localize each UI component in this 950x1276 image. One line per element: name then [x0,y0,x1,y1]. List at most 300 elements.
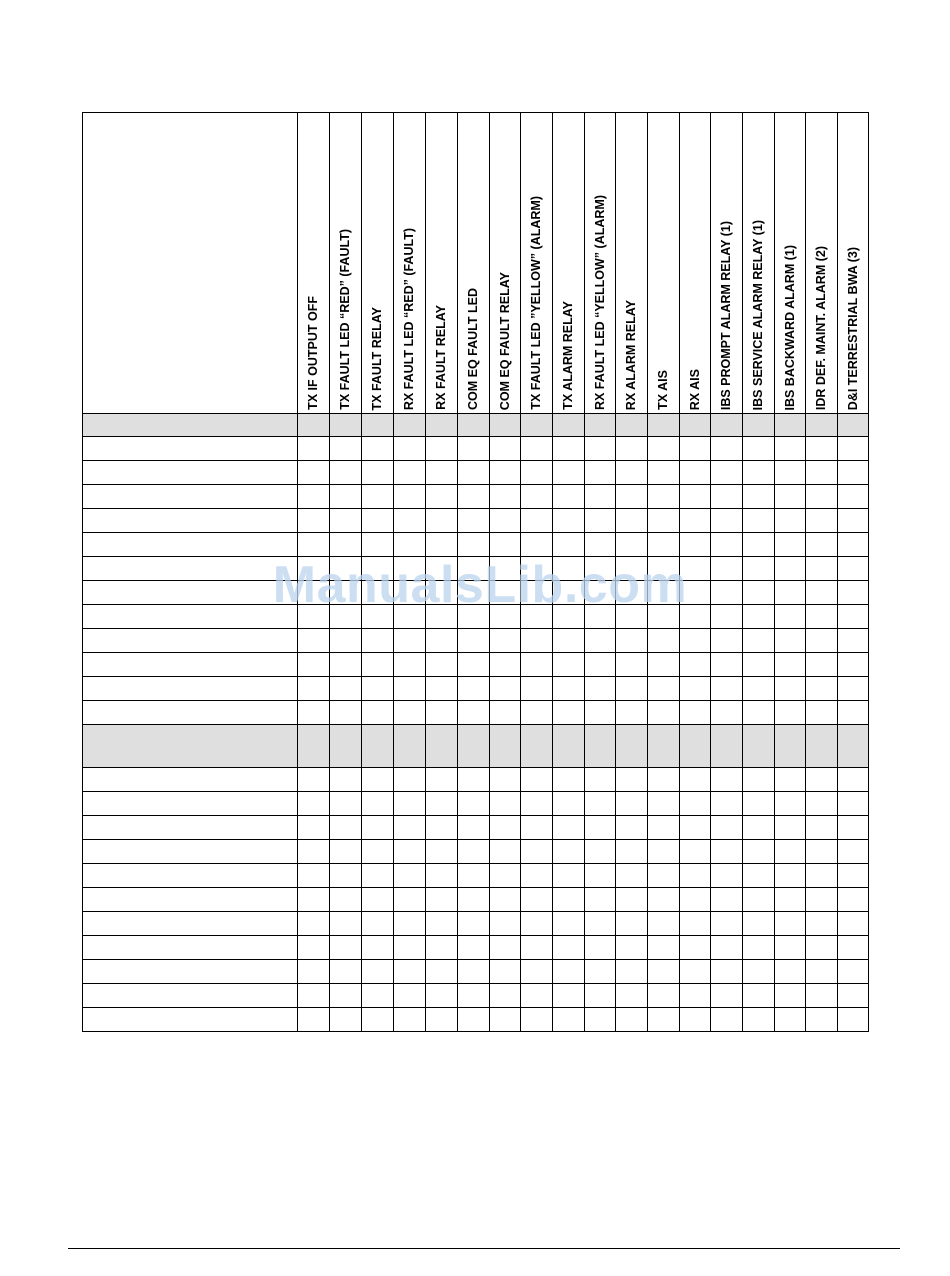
section-cell [426,414,458,437]
table-cell [394,701,426,725]
section-cell [490,725,521,768]
header-corner-cell [83,113,298,414]
table-cell [743,557,775,581]
section-cell [838,414,869,437]
table-cell [490,533,521,557]
table-cell [775,437,806,461]
column-header-label: TX FAULT LED “RED” (FAULT) [338,229,353,410]
table-cell [553,701,585,725]
table-cell [680,1008,711,1032]
table-cell [806,677,838,701]
row-label-cell [83,533,298,557]
row-label-cell [83,437,298,461]
table-cell [521,816,553,840]
table-cell [616,533,648,557]
table-cell [775,605,806,629]
table-row [83,816,869,840]
table-cell [585,888,616,912]
table-cell [298,984,330,1008]
table-cell [298,936,330,960]
table-cell [775,461,806,485]
section-cell [553,414,585,437]
row-label-cell [83,768,298,792]
table-cell [330,533,362,557]
table-cell [394,936,426,960]
table-cell [838,984,869,1008]
table-cell [616,701,648,725]
table-cell [330,701,362,725]
table-cell [616,677,648,701]
table-cell [330,984,362,1008]
table-cell [458,485,490,509]
table-cell [711,768,743,792]
table-cell [330,864,362,888]
column-header-label: TX FAULT RELAY [370,306,385,410]
table-cell [330,936,362,960]
row-label-cell [83,840,298,864]
table-cell [743,984,775,1008]
table-cell [458,960,490,984]
table-cell [426,509,458,533]
column-header-label: RX FAULT RELAY [434,305,449,410]
table-cell [616,936,648,960]
table-cell [298,653,330,677]
section-cell [838,725,869,768]
table-cell [775,960,806,984]
column-header-label: RX FAULT LED “RED” (FAULT) [402,227,417,410]
table-cell [775,840,806,864]
table-cell [775,677,806,701]
table-cell [743,509,775,533]
table-cell [426,912,458,936]
table-cell [648,864,680,888]
column-header [394,113,426,414]
table-cell [490,509,521,533]
table-cell [521,509,553,533]
table-cell [426,629,458,653]
table-cell [553,437,585,461]
column-header-label: RX ALARM RELAY [624,299,639,410]
row-label-cell [83,816,298,840]
table-cell [362,936,394,960]
section-cell [743,414,775,437]
table-cell [521,629,553,653]
table-cell [585,461,616,485]
table-cell [553,629,585,653]
table-cell [775,792,806,816]
column-header [711,113,743,414]
table-cell [298,677,330,701]
table-cell [490,1008,521,1032]
section-band-row [83,414,869,437]
table-cell [330,461,362,485]
table-cell [426,677,458,701]
table-cell [426,864,458,888]
table-cell [838,461,869,485]
column-header [330,113,362,414]
table-cell [775,701,806,725]
table-cell [585,864,616,888]
table-cell [743,461,775,485]
table-cell [362,984,394,1008]
section-cell [616,725,648,768]
row-label-cell [83,461,298,485]
table-cell [426,485,458,509]
table-cell [806,888,838,912]
table-cell [711,888,743,912]
table-cell [838,936,869,960]
table-row [83,960,869,984]
table-cell [711,437,743,461]
table-cell [394,581,426,605]
table-cell [680,936,711,960]
table-cell [838,485,869,509]
table-cell [680,677,711,701]
table-cell [743,864,775,888]
table-cell [553,912,585,936]
section-cell [616,414,648,437]
column-header [585,113,616,414]
table-cell [394,840,426,864]
table-cell [806,984,838,1008]
table-cell [838,557,869,581]
table-row [83,509,869,533]
column-header [553,113,585,414]
column-header [521,113,553,414]
table-cell [490,701,521,725]
table-cell [394,816,426,840]
table-cell [648,816,680,840]
table-cell [743,653,775,677]
table-cell [648,509,680,533]
table-cell [362,701,394,725]
table-cell [648,912,680,936]
table-cell [298,1008,330,1032]
table-cell [330,816,362,840]
table-cell [553,768,585,792]
table-cell [458,533,490,557]
table-cell [648,960,680,984]
table-row [83,461,869,485]
table-cell [711,461,743,485]
table-cell [838,533,869,557]
table-cell [711,701,743,725]
header-row [83,113,869,414]
table-cell [680,557,711,581]
table-cell [458,792,490,816]
table-cell [426,701,458,725]
table-cell [521,701,553,725]
table-cell [775,768,806,792]
table-cell [426,936,458,960]
table-row [83,888,869,912]
column-header-label: RX FAULT LED “YELLOW” (ALARM) [592,194,607,410]
table-row [83,437,869,461]
table-cell [743,581,775,605]
table-cell [521,605,553,629]
table-cell [394,768,426,792]
table-cell [394,605,426,629]
table-cell [458,984,490,1008]
table-cell [298,485,330,509]
table-cell [553,1008,585,1032]
table-cell [838,840,869,864]
table-cell [585,605,616,629]
table-cell [330,792,362,816]
table-cell [458,768,490,792]
table-cell [648,485,680,509]
table-cell [711,1008,743,1032]
column-header-label: RX AIS [687,368,702,410]
table-cell [711,485,743,509]
section-cell [490,414,521,437]
column-header [775,113,806,414]
table-cell [806,864,838,888]
table-cell [711,509,743,533]
table-cell [362,816,394,840]
table-cell [648,581,680,605]
table-cell [521,533,553,557]
table-cell [743,840,775,864]
table-cell [426,581,458,605]
table-row [83,864,869,888]
table-cell [775,1008,806,1032]
table-cell [490,912,521,936]
table-cell [426,888,458,912]
table-cell [394,557,426,581]
table-cell [490,629,521,653]
section-cell [775,725,806,768]
table-row [83,653,869,677]
section-cell [711,725,743,768]
table-cell [521,653,553,677]
section-label-cell [83,725,298,768]
table-cell [521,864,553,888]
table-cell [616,581,648,605]
table-cell [458,936,490,960]
table-cell [394,509,426,533]
table-cell [426,768,458,792]
table-cell [490,984,521,1008]
table-cell [680,701,711,725]
table-cell [362,864,394,888]
table-cell [553,960,585,984]
table-cell [521,768,553,792]
table-cell [648,437,680,461]
table-cell [521,437,553,461]
table-cell [680,984,711,1008]
section-cell [775,414,806,437]
table-cell [362,605,394,629]
column-header-label: TX IF OUTPUT OFF [306,296,321,410]
table-row [83,840,869,864]
table-cell [394,437,426,461]
table-row [83,485,869,509]
table-cell [711,605,743,629]
table-cell [490,960,521,984]
table-cell [585,677,616,701]
table-cell [585,936,616,960]
row-label-cell [83,888,298,912]
table-cell [838,912,869,936]
table-cell [806,936,838,960]
table-cell [553,485,585,509]
table-cell [458,701,490,725]
table-row [83,984,869,1008]
row-label-cell [83,605,298,629]
table-body [83,414,869,1032]
table-cell [330,629,362,653]
section-cell [298,414,330,437]
table-cell [521,557,553,581]
watermark: ManualsLib.com [272,556,688,614]
table-cell [490,461,521,485]
table-cell [553,677,585,701]
table-cell [553,653,585,677]
table-cell [711,840,743,864]
section-cell [330,414,362,437]
table-cell [458,437,490,461]
table-cell [648,701,680,725]
table-row [83,792,869,816]
table-cell [838,864,869,888]
section-cell [648,725,680,768]
table-cell [330,581,362,605]
table-cell [362,792,394,816]
table-cell [838,888,869,912]
table-cell [490,816,521,840]
table-cell [806,485,838,509]
table-cell [806,701,838,725]
table-cell [490,677,521,701]
section-cell [394,414,426,437]
table-cell [330,653,362,677]
table-cell [775,912,806,936]
row-label-cell [83,960,298,984]
table-cell [616,509,648,533]
table-cell [648,533,680,557]
row-label-cell [83,485,298,509]
table-cell [743,768,775,792]
table-cell [648,888,680,912]
table-cell [330,677,362,701]
table-cell [680,629,711,653]
column-header [838,113,869,414]
column-header [680,113,711,414]
table-cell [680,653,711,677]
table-cell [648,936,680,960]
table-cell [330,888,362,912]
table-cell [362,677,394,701]
table-cell [362,1008,394,1032]
table-cell [458,581,490,605]
table-cell [743,888,775,912]
row-label-cell [83,509,298,533]
table-cell [458,653,490,677]
row-label-cell [83,864,298,888]
table-cell [426,1008,458,1032]
table-cell [521,912,553,936]
table-cell [585,485,616,509]
section-cell [806,725,838,768]
table-cell [553,461,585,485]
table-cell [330,485,362,509]
table-cell [553,581,585,605]
table-cell [521,888,553,912]
table-cell [490,653,521,677]
section-label-cell [83,414,298,437]
table-cell [458,840,490,864]
table-cell [711,792,743,816]
table-cell [648,984,680,1008]
table-cell [838,605,869,629]
table-cell [553,533,585,557]
table-cell [711,653,743,677]
table-cell [426,840,458,864]
table-cell [362,768,394,792]
table-cell [648,605,680,629]
table-cell [362,533,394,557]
table-cell [680,437,711,461]
table-cell [490,605,521,629]
column-header-label: COM EQ FAULT RELAY [497,271,512,410]
table-cell [298,912,330,936]
table-cell [806,605,838,629]
table-cell [648,557,680,581]
table-cell [680,792,711,816]
table-cell [838,816,869,840]
table-cell [838,768,869,792]
table-cell [426,816,458,840]
table-cell [394,485,426,509]
table-cell [394,1008,426,1032]
table-cell [838,1008,869,1032]
column-header-label: IBS SERVICE ALARM RELAY (1) [751,219,766,410]
table-cell [585,768,616,792]
section-cell [521,414,553,437]
table-cell [330,840,362,864]
column-header [298,113,330,414]
table-cell [553,840,585,864]
table-cell [743,792,775,816]
table-cell [616,984,648,1008]
table-cell [616,840,648,864]
column-header [806,113,838,414]
table-cell [362,485,394,509]
table-cell [553,792,585,816]
table-cell [298,960,330,984]
table-cell [616,912,648,936]
table-cell [806,816,838,840]
table-cell [743,677,775,701]
table-cell [426,653,458,677]
table-cell [458,461,490,485]
table-cell [490,792,521,816]
row-label-cell [83,912,298,936]
table-cell [458,605,490,629]
table-cell [775,581,806,605]
table-cell [806,437,838,461]
section-cell [711,414,743,437]
table-cell [775,653,806,677]
table-cell [553,605,585,629]
table-cell [585,960,616,984]
table-cell [680,912,711,936]
row-label-cell [83,984,298,1008]
table-cell [362,557,394,581]
table-cell [362,888,394,912]
table-cell [521,1008,553,1032]
